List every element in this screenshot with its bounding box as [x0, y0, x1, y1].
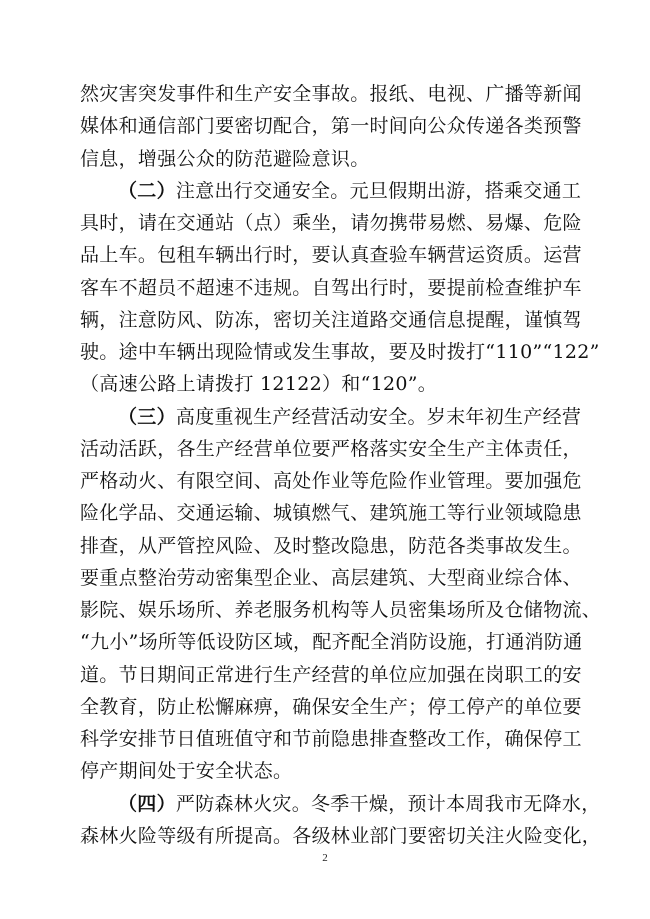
section-number: （三） — [118, 406, 176, 428]
text-line: 驶。途中车辆出现险情或发生事故，要及时拨打“110”“122” — [80, 341, 600, 363]
text-line: 具时，请在交通站（点）乘坐，请勿携带易燃、易爆、危险 — [80, 212, 582, 234]
text-line: 影院、娱乐场所、养老服务机构等人员密集场所及仓储物流、 — [80, 599, 602, 621]
page-number: 2 — [322, 852, 328, 864]
text-line: 要重点整治劳动密集型企业、高层建筑、大型商业综合体、 — [80, 567, 582, 589]
text-line: 严格动火、有限空间、高处作业等危险作业管理。要加强危 — [80, 470, 582, 492]
section-heading-line — [118, 175, 582, 207]
text-line: （高速公路上请拨打 12122）和“120”。 — [80, 373, 438, 395]
section-number: （二） — [118, 180, 176, 202]
text-line: 科学安排节日值班值守和节前隐患排查整改工作，确保停工 — [80, 728, 582, 750]
text-line: 全教育，防止松懈麻痹，确保安全生产；停工停产的单位要 — [80, 696, 582, 718]
text-line: “九小”场所等低设防区域，配齐配全消防设施，打通消防通 — [80, 631, 583, 653]
text-line: 停产期间处于安全状态。 — [80, 760, 293, 782]
section-text: 高度重视生产经营活动安全。岁末年初生产经营 — [175, 406, 582, 428]
section-text: 严防森林火灾。冬季干燥，预计本周我市无降水， — [175, 793, 601, 815]
text-line: 品上车。包租车辆出行时，要认真查验车辆营运资质。运营 — [80, 244, 582, 266]
text-line: 险化学品、交通运输、城镇燃气、建筑施工等行业领域隐患 — [80, 502, 582, 524]
text-line: 辆，注意防风、防冻，密切关注道路交通信息提醒，谨慎驾 — [80, 309, 582, 331]
section-number: （四） — [118, 793, 176, 815]
text-line: 媒体和通信部门要密切配合，第一时间向公众传递各类预警 — [80, 115, 582, 137]
text-line: 森林火险等级有所提高。各级林业部门要密切关注火险变化， — [80, 825, 602, 847]
section-text: 注意出行交通安全。元旦假期出游，搭乘交通工 — [175, 180, 582, 202]
text-line: 道。节日期间正常进行生产经营的单位应加强在岗职工的安 — [80, 664, 582, 686]
text-line: 客车不超员不超速不违规。自驾出行时，要提前检查维护车 — [80, 277, 582, 299]
text-line: 然灾害突发事件和生产安全事故。报纸、电视、广播等新闻 — [80, 83, 582, 105]
text-line: 排查，从严管控风险、及时整改隐患，防范各类事故发生。 — [80, 535, 582, 557]
section-heading-line — [118, 401, 582, 433]
text-line: 信息，增强公众的防范避险意识。 — [80, 148, 370, 170]
text-line: 活动活跃，各生产经营单位要严格落实安全生产主体责任， — [80, 438, 582, 460]
section-heading-line — [118, 788, 601, 820]
